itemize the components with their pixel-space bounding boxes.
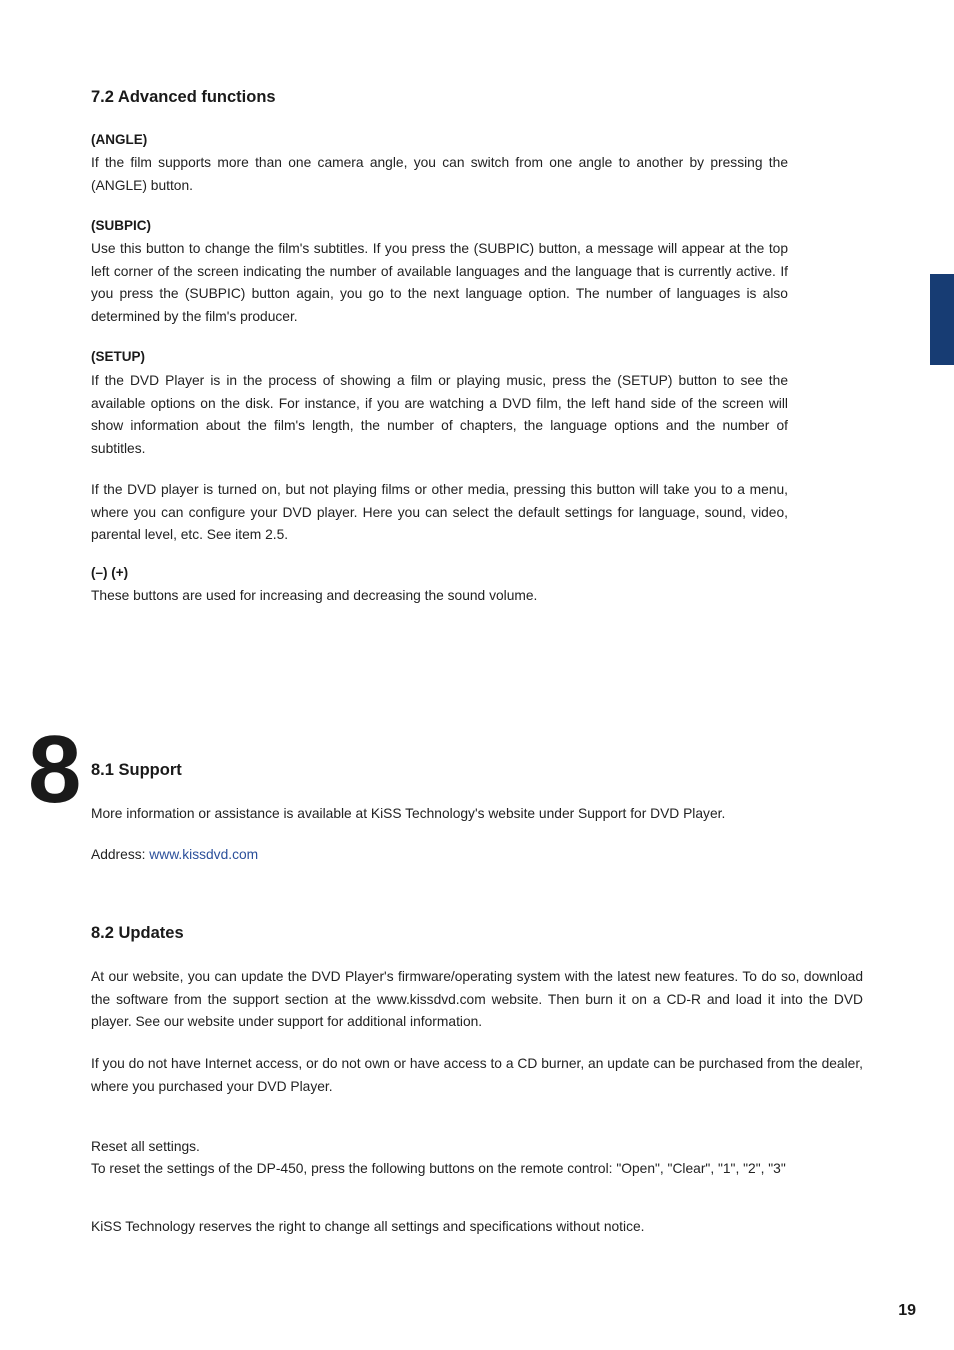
chapter-tab-marker xyxy=(930,274,954,365)
updates-text-1: At our website, you can update the DVD Player's firmware/operating system with the latest new features. To do so, download the software from the support section at the www.kissdvd.com website. Then burn it on a CD-R and load it into the DVD player. See our website under support for additional information. xyxy=(91,969,863,1029)
subpic-text: Use this button to change the film's subtitles. If you press the (SUBPIC) button, a message will appear at the top left corner of the screen indicating the number of available languages and the language that is currently active. If you press the (SUBPIC) button again, you go to the next language option. The number of languages is also determined by the film's producer. xyxy=(91,241,788,324)
section-heading-8-2: 8.2 Updates xyxy=(91,924,184,942)
volume-label: (–) (+) xyxy=(91,565,129,580)
angle-text: If the film supports more than one camera angle, you can switch from one angle to another by pressing the (ANGLE) button. xyxy=(91,155,788,193)
section-heading-7-2: 7.2 Advanced functions xyxy=(91,88,276,106)
address-label: Address: xyxy=(91,847,150,862)
website-link[interactable]: www.kissdvd.com xyxy=(149,847,259,862)
updates-text-2: If you do not have Internet access, or do not own or have access to a CD burner, an update can be purchased from the dealer, where you purchased your DVD Player. xyxy=(91,1056,863,1094)
angle-label: (ANGLE) xyxy=(91,132,148,147)
reset-title: Reset all settings. xyxy=(91,1139,200,1154)
section-heading-8-1: 8.1 Support xyxy=(91,761,182,779)
disclaimer-text: KiSS Technology reserves the right to change all settings and specifications without notice. xyxy=(91,1219,645,1234)
setup-label: (SETUP) xyxy=(91,349,145,364)
chapter-number: 8 xyxy=(28,716,80,823)
setup-text-1: If the DVD Player is in the process of showing a film or playing music, press the (SETUP) button to see the available options on the disk. For instance, if you are watching a DVD film, the left hand side of the screen will show information about the film's length, the number of chapters, the language options and the number of subtitles. xyxy=(91,373,788,456)
support-text: More information or assistance is available at KiSS Technology's website under Support for DVD Player. xyxy=(91,806,726,821)
setup-text-2: If the DVD player is turned on, but not playing films or other media, pressing this button will take you to a menu, where you can configure your DVD player. Here you can select the default settings for language, sound, video, parental level, etc. See item 2.5. xyxy=(91,482,788,542)
reset-text: To reset the settings of the DP-450, press the following buttons on the remote control: "Open", "Clear", "1", "2", "3" xyxy=(91,1161,786,1176)
address-line xyxy=(91,844,258,867)
volume-text: These buttons are used for increasing and decreasing the sound volume. xyxy=(91,588,538,603)
page-number: 19 xyxy=(898,1302,916,1319)
subpic-label: (SUBPIC) xyxy=(91,218,151,233)
